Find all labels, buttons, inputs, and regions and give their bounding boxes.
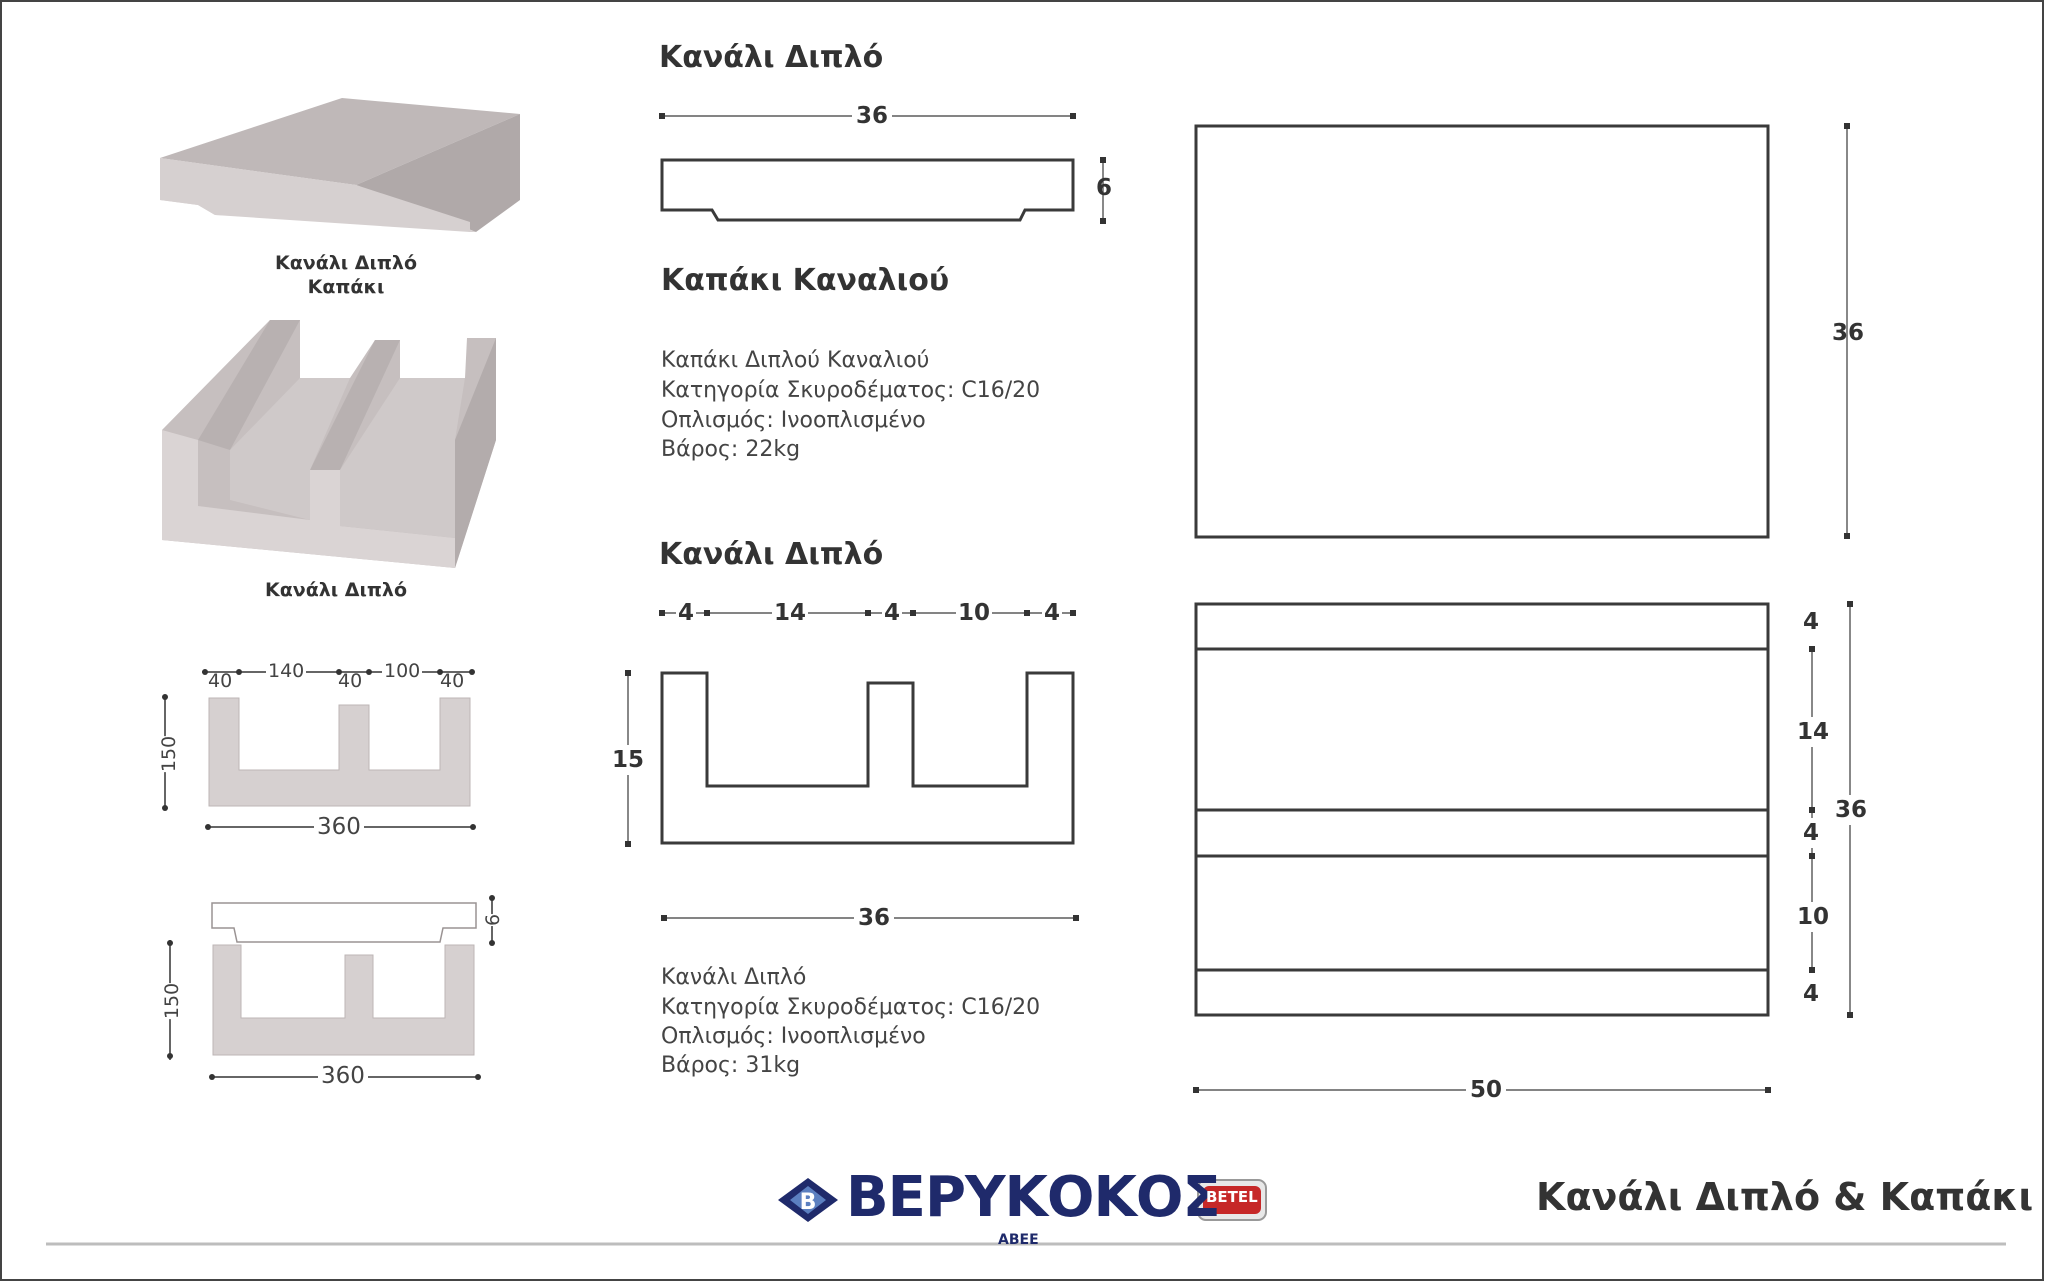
dim-top-2: 4 bbox=[884, 600, 901, 626]
lid-spec-concrete: Κατηγορία Σκυροδέματος: C16/20 bbox=[661, 378, 1041, 403]
dim-channel-height: 15 bbox=[612, 747, 645, 773]
brand-logo: ΒΕΡΥΚΟΚΟΣ bbox=[846, 1165, 1220, 1230]
dim-top-4: 4 bbox=[1044, 600, 1061, 626]
lid-cross-section bbox=[659, 113, 1106, 224]
dim-plan-strip-1: 14 bbox=[1797, 719, 1830, 745]
channel-spec-name: Κανάλι Διπλό bbox=[661, 965, 807, 990]
mm-top-1: 140 bbox=[268, 660, 305, 682]
dim-plan-strip-0: 4 bbox=[1803, 609, 1820, 635]
caption-channel: Κανάλι Διπλό bbox=[264, 579, 408, 601]
dim-plan-strip-4: 4 bbox=[1803, 981, 1820, 1007]
caption-lid-line1: Κανάλι Διπλό bbox=[274, 252, 418, 274]
mm1-width: 360 bbox=[314, 814, 364, 840]
heading-channel-top: Κανάλι Διπλό bbox=[659, 40, 884, 75]
betel-badge-label: BETEL bbox=[1206, 1188, 1258, 1206]
mm-section-channel-lid bbox=[167, 895, 495, 1080]
heading-channel: Κανάλι Διπλό bbox=[659, 537, 884, 572]
dim-lid-height: 6 bbox=[1096, 175, 1113, 201]
caption-lid-line2: Καπάκι bbox=[307, 276, 385, 298]
dim-lid-width: 36 bbox=[852, 103, 892, 129]
svg-text:B: B bbox=[799, 1190, 817, 1215]
mm-top-2: 40 bbox=[338, 670, 363, 692]
dim-plan-strip-2: 4 bbox=[1803, 820, 1820, 846]
lid-spec-weight: Βάρος: 22kg bbox=[661, 437, 801, 462]
mm-section-channel bbox=[162, 669, 476, 830]
mm-top-4: 40 bbox=[440, 670, 465, 692]
mm2-lid: 6 bbox=[482, 913, 505, 927]
channel-spec-concrete: Κατηγορία Σκυροδέματος: C16/20 bbox=[661, 995, 1041, 1020]
mm2-width: 360 bbox=[318, 1063, 368, 1089]
footer-title: Κανάλι Διπλό & Καπάκι bbox=[1536, 1175, 2034, 1219]
brand-sub: ΑΒΕΕ bbox=[998, 1232, 1039, 1248]
dim-channel-width: 36 bbox=[854, 905, 894, 931]
caption-lid bbox=[236, 251, 456, 299]
channel-cross-section bbox=[625, 610, 1079, 921]
heading-lid: Καπάκι Καναλιού bbox=[661, 263, 950, 298]
channel-3d-render bbox=[162, 320, 496, 568]
mm-top-0: 40 bbox=[208, 670, 233, 692]
lid-spec-reinforcement: Οπλισμός: Ινοοπλισμένο bbox=[661, 408, 926, 433]
dim-plan-lid-height: 36 bbox=[1832, 320, 1865, 346]
dim-plan-width: 50 bbox=[1466, 1077, 1506, 1103]
mm2-height: 150 bbox=[161, 982, 184, 1020]
mm1-height: 150 bbox=[158, 735, 181, 773]
channel-spec-reinforcement: Οπλισμός: Ινοοπλισμένο bbox=[661, 1024, 926, 1049]
plan-view-lid bbox=[1196, 123, 1850, 539]
lid-3d-render bbox=[160, 98, 520, 232]
dim-top-0: 4 bbox=[678, 600, 695, 626]
dim-plan-strip-3: 10 bbox=[1797, 904, 1830, 930]
lid-spec-name: Καπάκι Διπλού Καναλιού bbox=[661, 348, 930, 373]
logo-emblem-icon bbox=[778, 1178, 838, 1222]
dim-top-1: 14 bbox=[774, 600, 807, 626]
mm-top-3: 100 bbox=[384, 660, 421, 682]
channel-spec-weight: Βάρος: 31kg bbox=[661, 1053, 801, 1078]
plan-view-channel bbox=[1193, 601, 1853, 1093]
dim-top-3: 10 bbox=[958, 600, 991, 626]
dim-plan-total: 36 bbox=[1835, 797, 1868, 823]
